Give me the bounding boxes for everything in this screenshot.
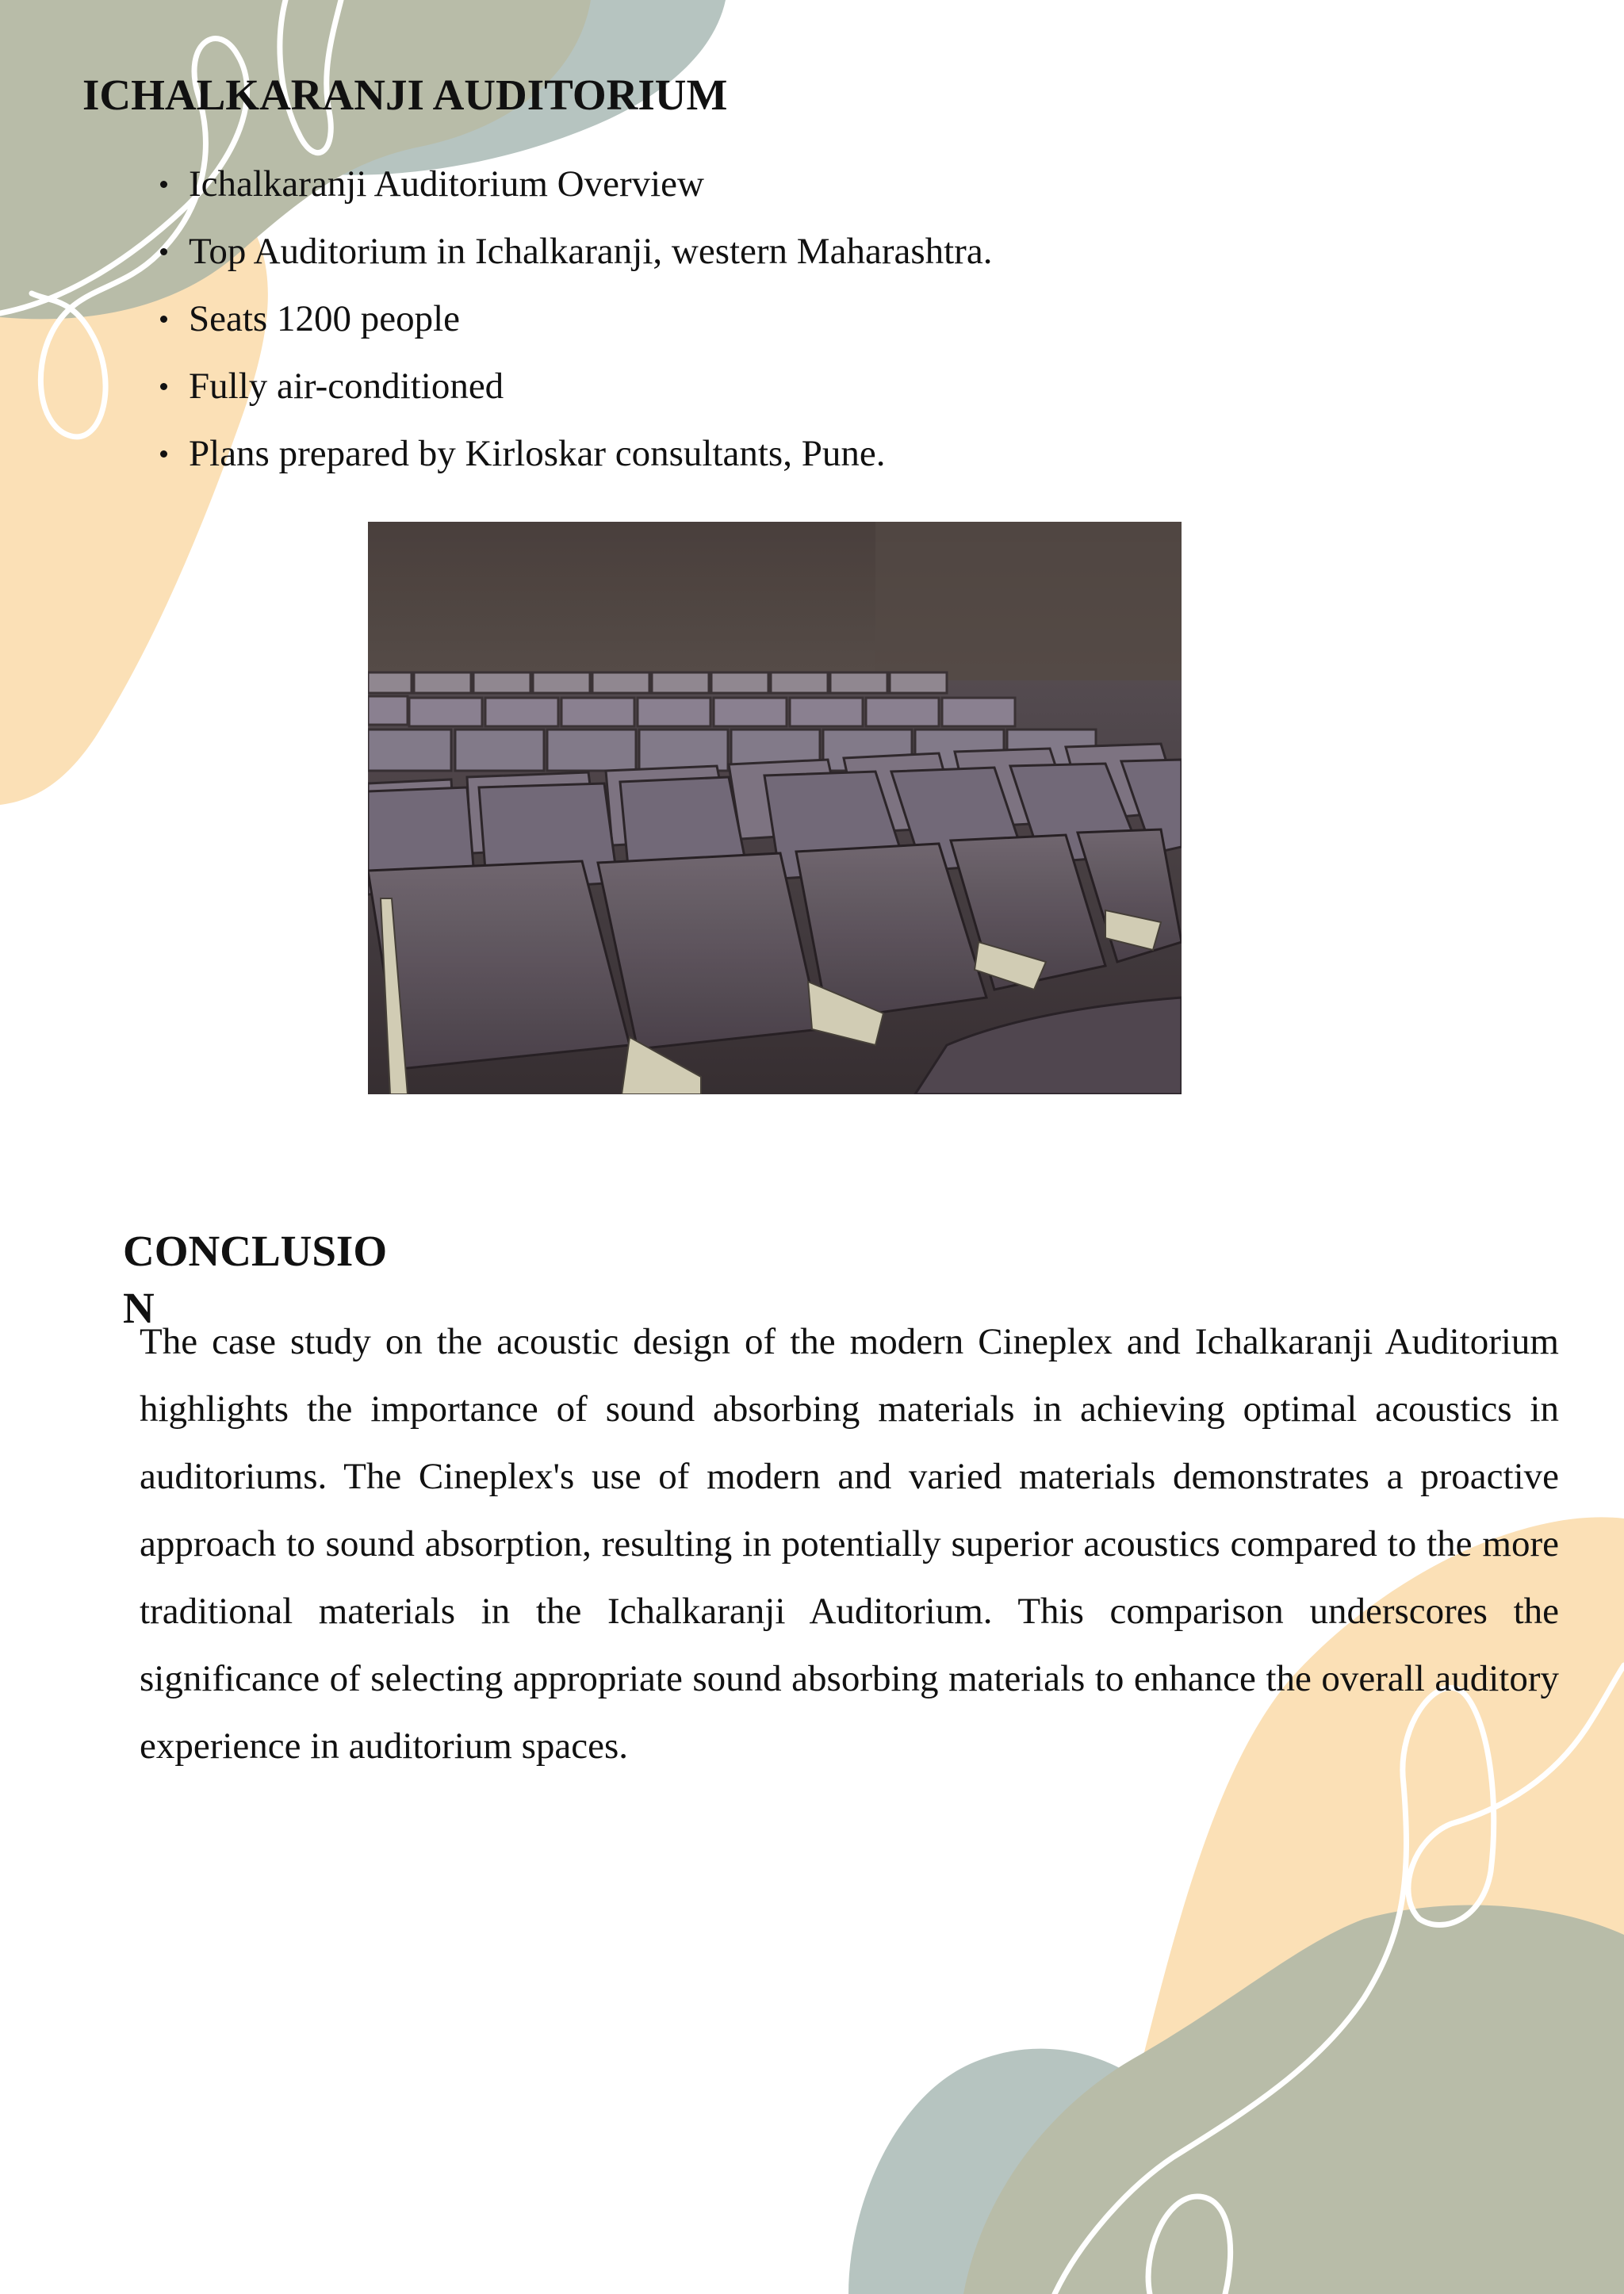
conclusion-heading: CONCLUSION [123,1227,388,1332]
bullet-item: Plans prepared by Kirloskar consultants, Pune. [189,420,992,488]
bullet-item: Fully air-conditioned [189,353,992,420]
conclusion-paragraph: The case study on the acoustic design of the modern Cineplex and Ichalkaranji Auditorium highlights the importance of sound absorbing materials in achieving optimal acoustics in auditoriums. The Cineplex's use of modern and varied materials demonstrates a proactive approach to sound absorption, resulting in potentially superior acoustics compared to the more traditional materials in the Ichalkaranji Auditorium. This comparison underscores the significance of selecting appropriate sound absorbing materials to enhance the overall auditory experience in auditorium spaces. [140,1321,1559,1767]
bullet-item: Top Auditorium in Ichalkaranji, western Maharashtra. [189,218,992,285]
photo-left-fade [368,522,1182,1094]
overview-bullet-list [155,151,992,488]
auditorium-seating-photo [368,522,1182,1094]
bullet-item: Seats 1200 people [189,285,992,353]
page-title: ICHALKARANJI AUDITORIUM [82,71,728,119]
bullet-item: Ichalkaranji Auditorium Overview [189,151,992,218]
